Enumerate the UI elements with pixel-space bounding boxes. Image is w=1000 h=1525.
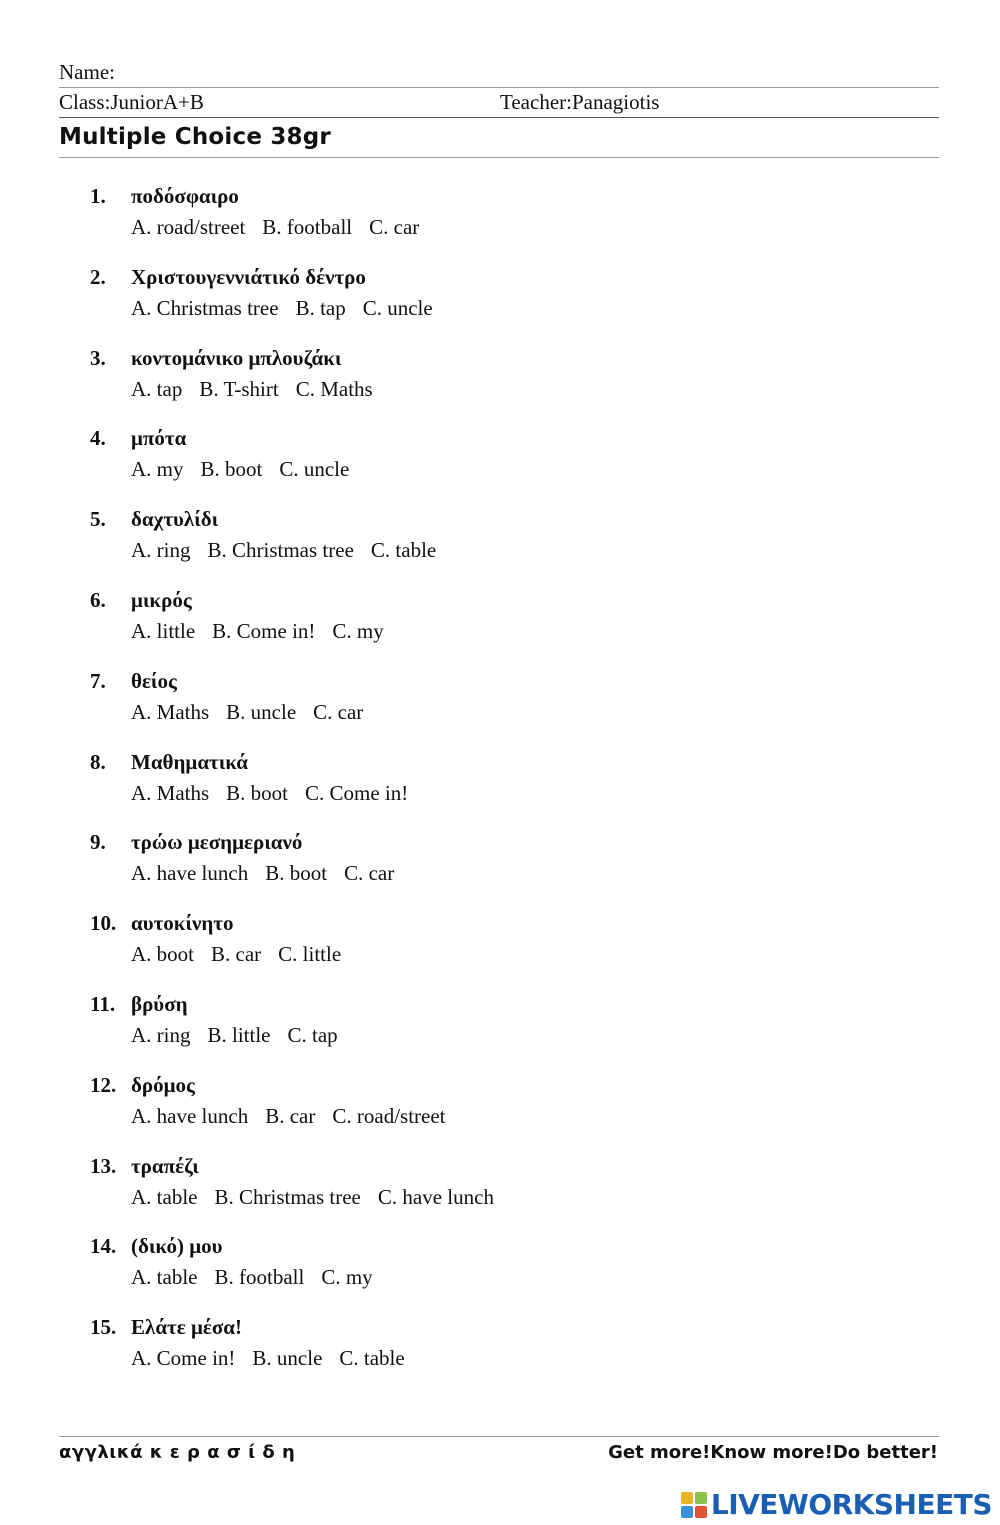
question-number: 2. [90, 264, 106, 289]
liveworksheets-logo-icon [681, 1492, 707, 1518]
question-word: Ελάτε μέσα! [131, 1315, 242, 1340]
answer-option[interactable]: C. car [313, 699, 364, 724]
answer-option[interactable]: B. Come in! [212, 618, 316, 643]
answer-option[interactable]: C. my [332, 618, 384, 643]
name-field [59, 60, 939, 85]
question-item [0, 346, 1000, 427]
question-number: 6. [90, 587, 106, 612]
question-item [0, 507, 1000, 588]
answer-option[interactable]: C. car [344, 861, 395, 886]
footer-left-text: αγγλικά κ ε ρ α σ ί δ η [59, 1442, 296, 1463]
answer-option[interactable]: C. table [370, 538, 437, 563]
answer-option[interactable]: A. Come in! [131, 1346, 236, 1371]
answer-options [131, 1346, 422, 1371]
question-word: ποδόσφαιρο [131, 184, 239, 208]
answer-option[interactable]: A. boot [131, 942, 194, 967]
question-word: τραπέζι [131, 1153, 199, 1178]
answer-option[interactable]: A. little [131, 618, 196, 643]
question-word: τρώω μεσημεριανό [131, 830, 303, 855]
question-item [0, 184, 1000, 265]
answer-option[interactable]: C. table [339, 1346, 405, 1371]
answer-option[interactable]: C. uncle [279, 457, 350, 482]
logo-square [695, 1492, 707, 1504]
answer-option[interactable]: C. road/street [332, 1103, 446, 1128]
question-number: 7. [90, 668, 106, 693]
question-word: βρύση [131, 991, 188, 1016]
answer-option[interactable]: B. T-shirt [199, 376, 279, 401]
answer-option[interactable]: A. ring [131, 538, 191, 563]
answer-option[interactable]: B. boot [200, 457, 263, 482]
question-word: Χριστουγεννιάτικό δέντρο [131, 264, 366, 289]
answer-option[interactable]: B. uncle [226, 699, 297, 724]
question-item [0, 265, 1000, 346]
answer-option[interactable]: C. my [321, 1265, 373, 1290]
question-number: 10. [90, 911, 117, 936]
answer-options [131, 1104, 463, 1129]
answer-options [131, 1265, 390, 1290]
answer-option[interactable]: B. car [211, 942, 262, 967]
question-item [0, 1073, 1000, 1154]
logo-square [681, 1506, 693, 1518]
answer-option[interactable]: B. boot [226, 780, 289, 805]
page-title: Multiple Choice 38gr [59, 124, 331, 150]
answer-option[interactable]: A. have lunch [131, 861, 249, 886]
question-number: 13. [90, 1153, 117, 1178]
question-word: κοντομάνικο μπλουζάκι [131, 345, 342, 370]
answer-option[interactable]: B. football [262, 215, 353, 239]
answer-option[interactable]: C. car [369, 215, 420, 239]
question-word: θείος [131, 668, 177, 693]
answer-options [131, 296, 450, 321]
question-word: (δικό) μου [131, 1234, 223, 1259]
answer-options [131, 377, 390, 402]
question-number: 3. [90, 345, 106, 370]
question-number: 8. [90, 749, 106, 774]
question-item [0, 750, 1000, 831]
answer-option[interactable]: C. Come in! [305, 780, 409, 805]
answer-option[interactable]: C. have lunch [377, 1184, 494, 1209]
question-item [0, 1154, 1000, 1235]
answer-options [131, 457, 366, 482]
answer-option[interactable]: B. Christmas tree [207, 538, 354, 563]
answer-options [131, 942, 358, 967]
class-label: Class:JuniorA+B [59, 90, 204, 114]
logo-square [695, 1506, 707, 1518]
question-number: 4. [90, 426, 106, 451]
answer-option[interactable]: A. Maths [131, 780, 210, 805]
name-label: Name: [59, 60, 115, 84]
answer-option[interactable]: A. Christmas tree [131, 295, 279, 320]
question-item [0, 1234, 1000, 1315]
answer-options [131, 781, 425, 806]
question-word: Μαθηματικά [131, 749, 249, 774]
divider [59, 157, 939, 158]
answer-option[interactable]: B. tap [295, 295, 346, 320]
answer-option[interactable]: B. boot [265, 861, 328, 886]
footer-right-text: Get more!Know more!Do better! [608, 1442, 938, 1463]
answer-option[interactable]: A. ring [131, 1022, 191, 1047]
question-number: 15. [90, 1315, 117, 1340]
answer-option[interactable]: B. car [265, 1103, 316, 1128]
question-number: 11. [90, 991, 116, 1016]
answer-options [131, 1185, 511, 1210]
answer-options [131, 215, 436, 240]
answer-option[interactable]: B. little [207, 1022, 271, 1047]
teacher-label: Teacher:Panagiotis [500, 90, 660, 114]
question-item [0, 830, 1000, 911]
answer-option[interactable]: A. tap [131, 376, 183, 401]
divider [59, 1436, 939, 1437]
answer-option[interactable]: B. football [214, 1265, 305, 1290]
question-number: 9. [90, 830, 106, 855]
question-word: αυτοκίνητο [131, 911, 234, 936]
answer-option[interactable]: B. uncle [252, 1346, 323, 1371]
question-list [0, 184, 1000, 1396]
answer-option[interactable]: A. my [131, 457, 184, 482]
answer-option[interactable]: A. table [131, 1265, 198, 1290]
answer-option[interactable]: A. road/street [131, 215, 246, 239]
question-word: δρόμος [131, 1072, 195, 1097]
question-item [0, 1315, 1000, 1396]
answer-option[interactable]: C. uncle [362, 295, 433, 320]
question-number: 14. [90, 1234, 117, 1259]
brand-name: LIVEWORKSHEETS [710, 1488, 992, 1521]
question-number: 12. [90, 1072, 117, 1097]
answer-option[interactable]: A. have lunch [131, 1103, 249, 1128]
question-word: μικρός [131, 587, 192, 612]
question-item [0, 669, 1000, 750]
answer-option[interactable]: B. Christmas tree [214, 1184, 361, 1209]
question-number: 5. [90, 507, 106, 532]
logo-square [681, 1492, 693, 1504]
question-number: 1. [90, 184, 106, 208]
answer-option[interactable]: A. Maths [131, 699, 210, 724]
answer-option[interactable]: C. Maths [295, 376, 373, 401]
divider [59, 117, 939, 118]
liveworksheets-brand[interactable] [681, 1488, 992, 1521]
answer-options [131, 538, 453, 563]
question-item [0, 588, 1000, 669]
question-item [0, 426, 1000, 507]
divider [59, 87, 939, 88]
question-item [0, 911, 1000, 992]
answer-option[interactable]: C. tap [287, 1022, 338, 1047]
answer-option[interactable]: C. little [278, 942, 342, 967]
answer-options [131, 861, 411, 886]
answer-options [131, 619, 401, 644]
question-word: μπότα [131, 426, 187, 451]
question-item [0, 992, 1000, 1073]
answer-options [131, 1023, 355, 1048]
class-teacher-row [59, 90, 939, 115]
answer-option[interactable]: A. table [131, 1184, 198, 1209]
answer-options [131, 700, 380, 725]
question-word: δαχτυλίδι [131, 507, 219, 532]
